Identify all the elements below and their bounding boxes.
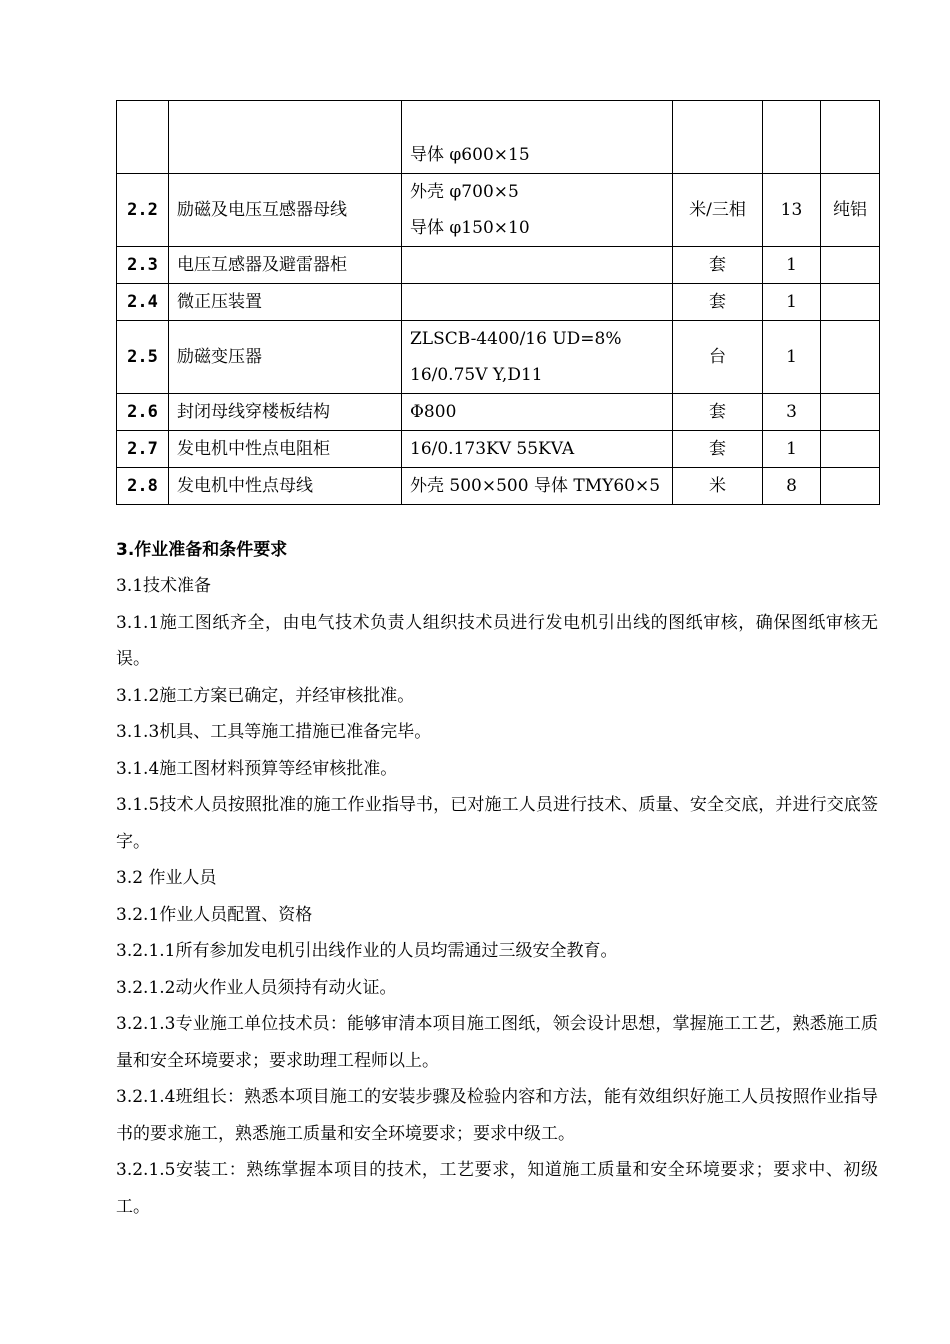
remark-cell	[821, 101, 880, 174]
equipment-table-body	[117, 101, 880, 505]
table-row	[117, 431, 880, 468]
quantity-cell: 13	[763, 174, 821, 247]
section-heading: 3.作业准备和条件要求	[116, 540, 288, 560]
paragraph: 3.2.1.3专业施工单位技术员：能够审清本项目施工图纸，领会设计思想，掌握施工工艺，熟悉施工质量和安全环境要求；要求助理工程师以上。	[116, 1014, 878, 1071]
paragraph: 3.2.1.5安装工：熟练掌握本项目的技术，工艺要求，知道施工质量和安全环境要求；要求中、初级工。	[116, 1160, 878, 1217]
specification-line: 外壳 500×500 导体 TMY60×5	[410, 476, 661, 496]
specification-line	[410, 284, 664, 320]
specification-line: 16/0.75V Y,D11	[410, 365, 543, 385]
row-number-cell: 2.3	[117, 247, 169, 284]
paragraph: 3.2.1.1所有参加发电机引出线作业的人员均需通过三级安全教育。	[116, 941, 618, 961]
specification-cell	[402, 468, 673, 505]
specification-line: 导体 φ150×10	[410, 218, 530, 238]
specification-line: Φ800	[410, 402, 457, 422]
remark-cell	[821, 394, 880, 431]
row-number-cell: 2.7	[117, 431, 169, 468]
specification-line: 外壳 φ700×5	[410, 182, 519, 202]
quantity-cell: 1	[763, 321, 821, 394]
table-row	[117, 284, 880, 321]
row-number-cell	[117, 101, 169, 174]
unit-cell: 套	[673, 431, 763, 468]
table-row	[117, 394, 880, 431]
quantity-cell: 3	[763, 394, 821, 431]
paragraph: 3.1.1施工图纸齐全，由电气技术负责人组织技术员进行发电机引出线的图纸审核，确保图纸审核无误。	[116, 612, 878, 669]
item-name-cell: 发电机中性点母线	[169, 468, 402, 505]
quantity-cell: 1	[763, 247, 821, 284]
row-number-cell: 2.8	[117, 468, 169, 505]
remark-cell	[821, 431, 880, 468]
section-3	[116, 532, 878, 1225]
paragraph: 3.2.1作业人员配置、资格	[116, 904, 313, 925]
specification-cell	[402, 321, 673, 394]
paragraph: 3.1.5技术人员按照批准的施工作业指导书，已对施工人员进行技术、质量、安全交底，并进行交底签字。	[116, 795, 878, 852]
unit-cell: 套	[673, 394, 763, 431]
quantity-cell: 1	[763, 284, 821, 321]
quantity-cell	[763, 101, 821, 174]
remark-cell	[821, 247, 880, 284]
specification-cell	[402, 174, 673, 247]
row-number-cell: 2.4	[117, 284, 169, 321]
remark-cell	[821, 321, 880, 394]
table-row	[117, 321, 880, 394]
remark-cell	[821, 284, 880, 321]
row-number-cell: 2.2	[117, 174, 169, 247]
paragraph: 3.1.2施工方案已确定，并经审核批准。	[116, 685, 415, 706]
unit-cell: 套	[673, 247, 763, 284]
paragraph: 3.2 作业人员	[116, 868, 217, 888]
item-name-cell: 励磁变压器	[169, 321, 402, 394]
paragraph: 3.2.1.2动火作业人员须持有动火证。	[116, 977, 397, 998]
quantity-cell: 8	[763, 468, 821, 505]
specification-line: 导体 φ600×15	[410, 145, 530, 165]
paragraph: 3.1.3机具、工具等施工措施已准备完毕。	[116, 722, 432, 742]
unit-cell: 套	[673, 284, 763, 321]
specification-line	[410, 247, 664, 283]
specification-line	[410, 101, 664, 137]
specification-cell	[402, 247, 673, 284]
remark-cell: 纯铝	[821, 174, 880, 247]
item-name-cell: 微正压装置	[169, 284, 402, 321]
table-row	[117, 174, 880, 247]
paragraph: 3.1技术准备	[116, 576, 212, 596]
specification-line: ZLSCB-4400/16 UD=8%	[410, 329, 622, 349]
table-row	[117, 247, 880, 284]
paragraph: 3.2.1.4班组长：熟悉本项目施工的安装步骤及检验内容和方法，能有效组织好施工人员按照作业指导书的要求施工，熟悉施工质量和安全环境要求；要求中级工。	[116, 1087, 878, 1144]
item-name-cell: 电压互感器及避雷器柜	[169, 247, 402, 284]
table-row	[117, 101, 880, 174]
item-name-cell: 封闭母线穿楼板结构	[169, 394, 402, 431]
remark-cell	[821, 468, 880, 505]
specification-cell	[402, 431, 673, 468]
table-row	[117, 468, 880, 505]
quantity-cell: 1	[763, 431, 821, 468]
item-name-cell	[169, 101, 402, 174]
paragraph: 3.1.4施工图材料预算等经审核批准。	[116, 758, 398, 779]
row-number-cell: 2.5	[117, 321, 169, 394]
unit-cell: 米/三相	[673, 174, 763, 247]
unit-cell: 米	[673, 468, 763, 505]
item-name-cell: 励磁及电压互感器母线	[169, 174, 402, 247]
unit-cell: 台	[673, 321, 763, 394]
specification-cell	[402, 284, 673, 321]
item-name-cell: 发电机中性点电阻柜	[169, 431, 402, 468]
specification-cell	[402, 394, 673, 431]
specification-cell	[402, 101, 673, 174]
equipment-table	[116, 100, 880, 505]
row-number-cell: 2.6	[117, 394, 169, 431]
specification-line: 16/0.173KV 55KVA	[410, 439, 575, 459]
section-paragraphs	[116, 568, 878, 1225]
unit-cell	[673, 101, 763, 174]
